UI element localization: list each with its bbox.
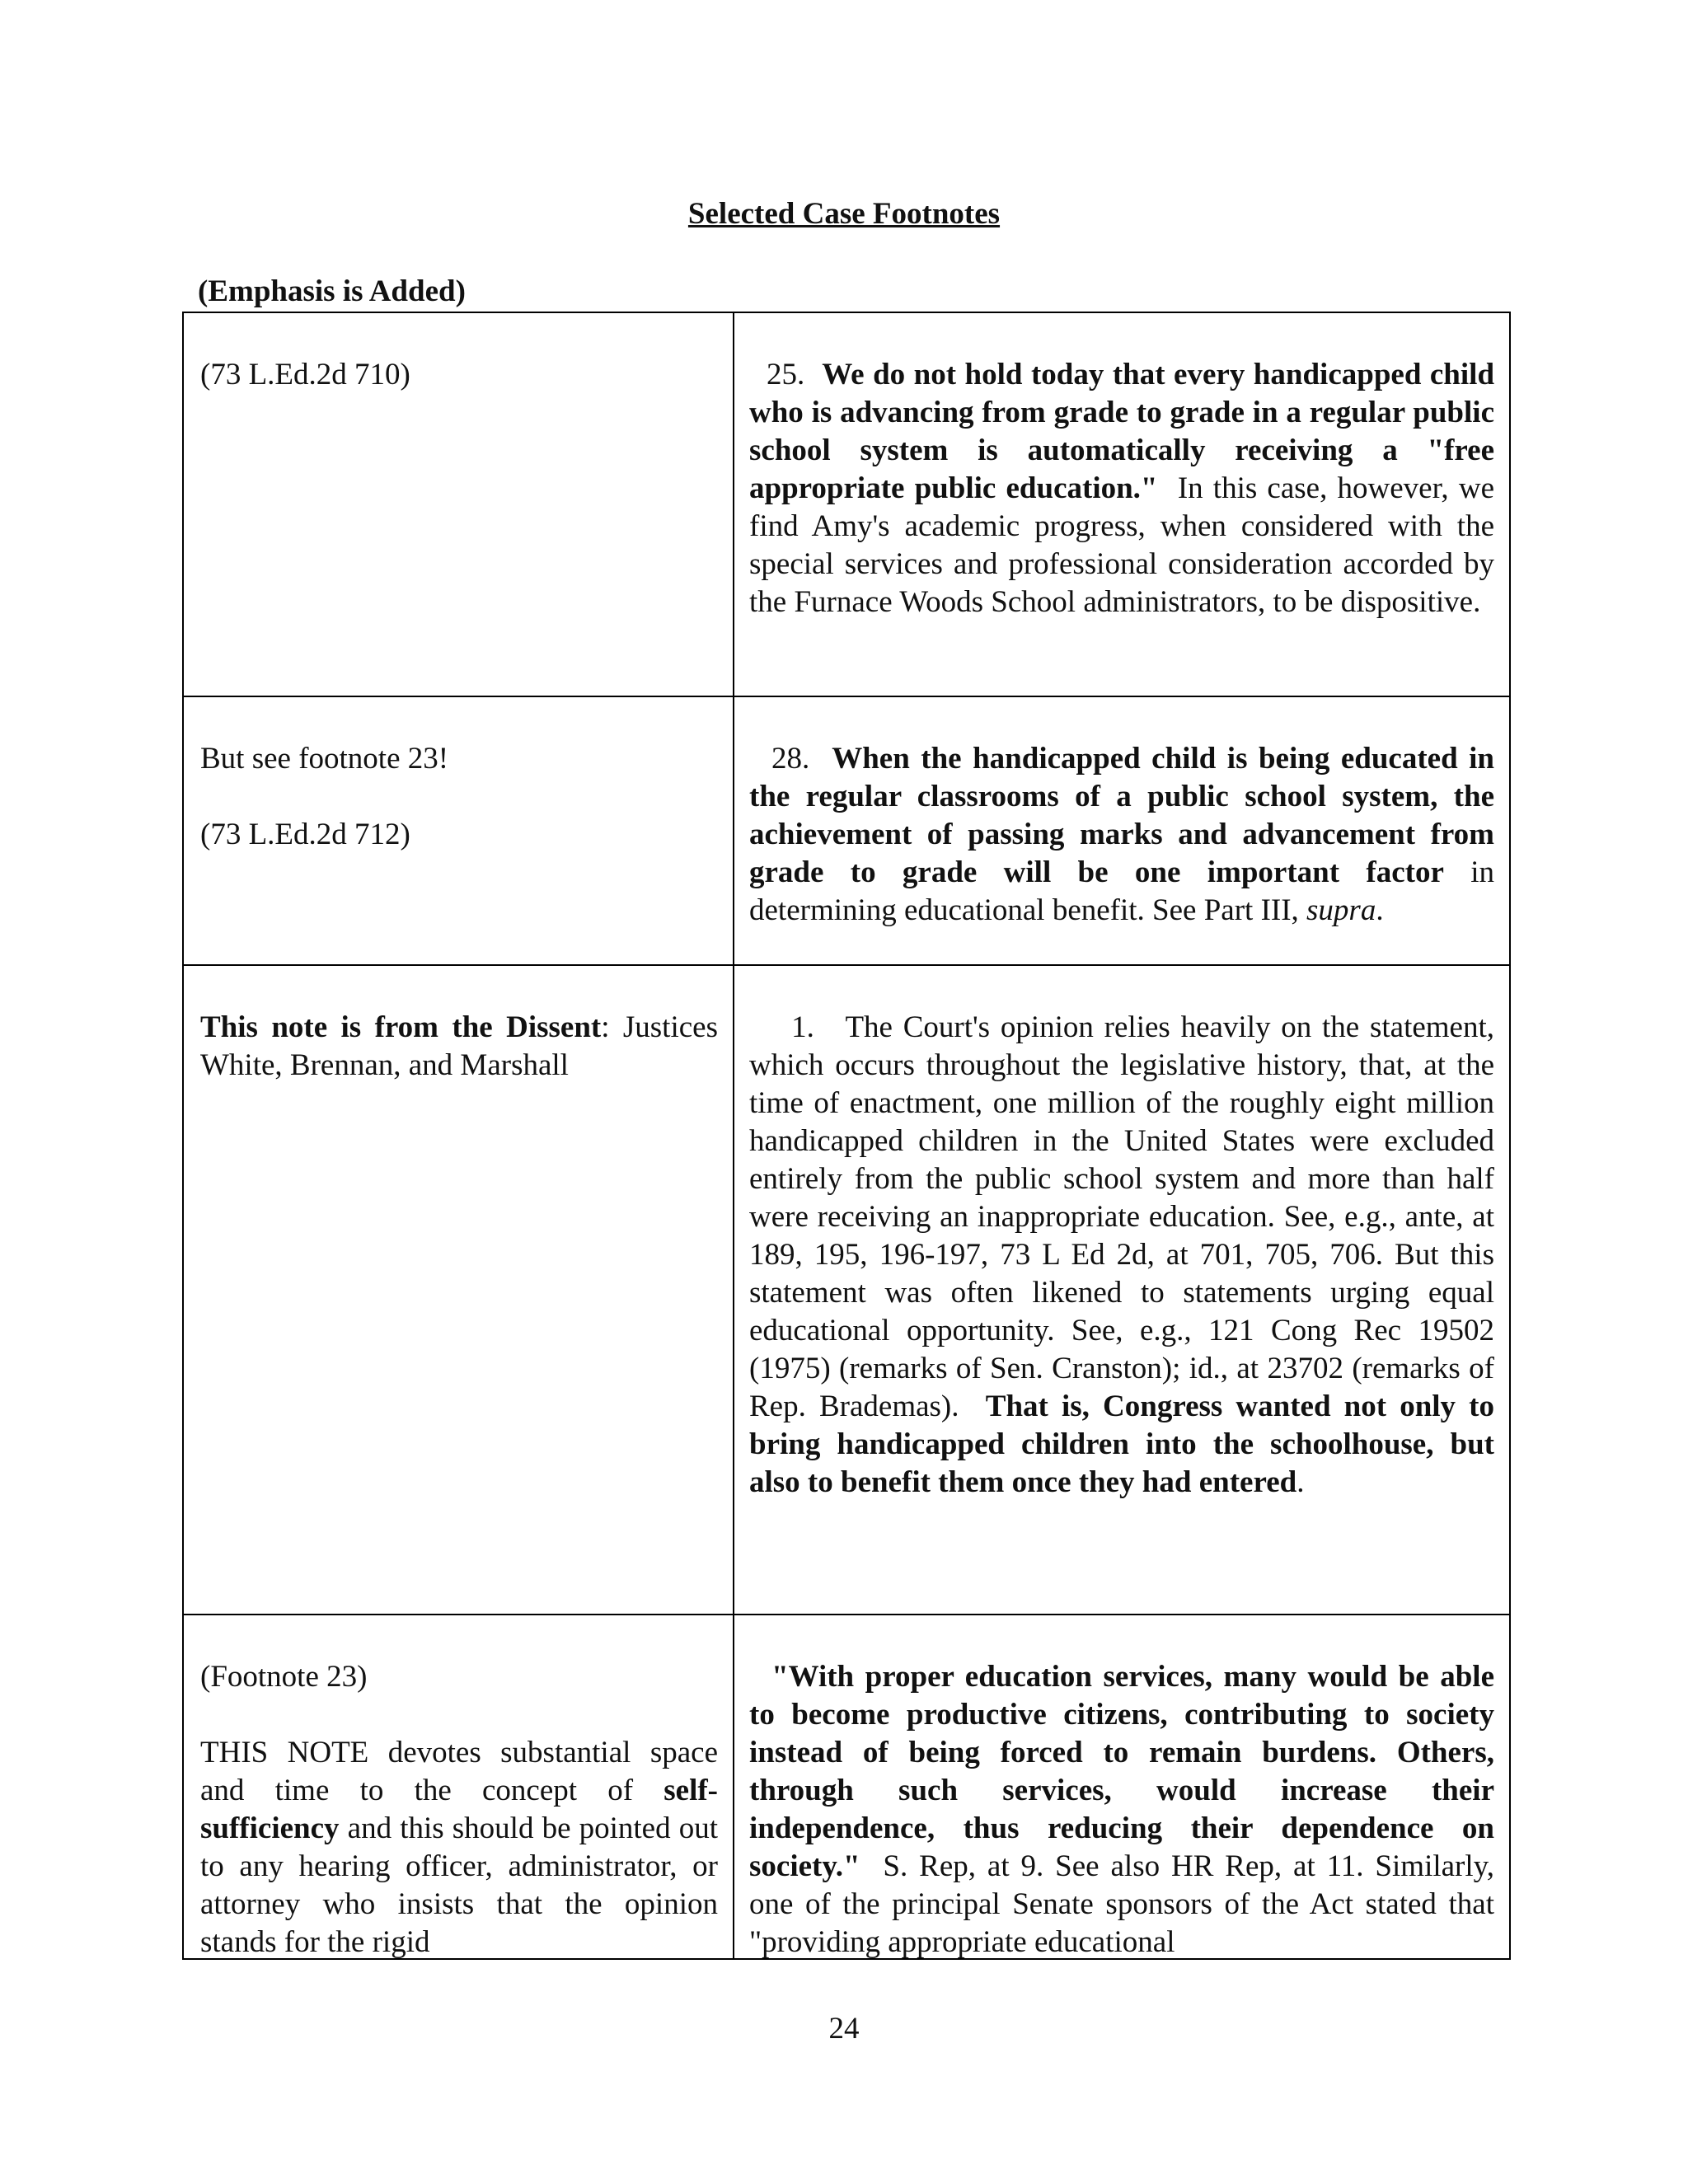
table-row <box>183 312 1510 696</box>
page-number: 24 <box>828 2012 860 2046</box>
footnote-text <box>734 313 1509 621</box>
citation: (73 L.Ed.2d 712) <box>200 818 410 851</box>
footnote-body: In this case, however, we find Amy's academic progress, when considered with the special services and professional consideration accorded by the Furnace Woods School administrators, to be dispositive. <box>749 471 1494 619</box>
dissent-label: This note is from the Dissent <box>200 1010 602 1044</box>
note-emphasis: self-sufficiency <box>200 1774 718 1845</box>
footnote-number: 28. <box>771 742 810 776</box>
footnote-number: 1. <box>791 1010 814 1044</box>
citation-cell <box>183 1615 734 1959</box>
page-title: Selected Case Footnotes <box>687 197 1001 231</box>
footnote-emphasis: "With proper education services, many would be able to become productive citizens, contributing to society instead of being forced to remain burdens. Others, through such services, would increase their independence, thus reducing their dependence on society." <box>749 1660 1495 1883</box>
footnotes-table <box>182 312 1511 1960</box>
footnote-cell <box>734 312 1510 696</box>
footnote-emphasis: That is, Congress wanted not only to bring handicapped children into the schoolhouse, but also to benefit them once they had entered <box>749 1390 1495 1499</box>
footnote-cell <box>734 1615 1510 1959</box>
emphasis-note: (Emphasis is Added) <box>198 274 466 308</box>
table-row <box>183 965 1510 1615</box>
footnote-body: S. Rep, at 9. See also HR Rep, at 11. Similarly, one of the principal Senate sponsors of the Act stated that "providing appropriate educational <box>749 1849 1494 1958</box>
footnote-label: (Footnote 23) <box>200 1660 368 1694</box>
citation: (73 L.Ed.2d 710) <box>200 358 410 391</box>
footnote-body: in determining educational benefit. See Part III, <box>749 855 1494 927</box>
footnote-cell <box>734 696 1510 965</box>
footnote-text: 1. The Court's opinion relies heavily on the statement, which occurs throughout the legislative history, that, at the time of enactment, one million of the roughly eight million handicapped children in the United States were excluded entirely from the public school system and more than half were receiving an inappropriate education. See, e.g., ante, at 189, 195, 196-197, 73 L Ed 2d, at 701, 705, 706. But this statement was often likened to statements urging equal educational opportunity. See, e.g., 121 Cong Rec 19502 (1975) (remarks of Sen. Cranston); id., at 23702 (remarks of Rep. Brademas). That is, Congress wanted not only to bring handicapped children into the schoolhouse, but also to benefit them once they had entered. <box>749 1010 1495 1499</box>
footnote-body: The Court's opinion relies heavily on the statement, which occurs throughout the legislative history, that, at the time of enactment, one million of the roughly eight million handicapped children in the United States were excluded entirely from the public school system and more than half were receiving an inappropriate education. See, e.g., ante, at 189, 195, 196-197, 73 L Ed 2d, at 701, 705, 706. But this statement was often likened to statements urging equal educational opportunity. See, e.g., 121 Cong Rec 19502 (1975) (remarks of Sen. Cranston); id., at 23702 (remarks of Rep. Brademas). <box>749 1010 1494 1423</box>
footnote-text: 28. When the handicapped child is being educated in the regular classrooms of a public school system, the achievement of passing marks and advancement from grade to grade will be one important factor in determining educational benefit. See Part III, supra. <box>749 742 1495 927</box>
footnote-text <box>734 1615 1509 1958</box>
footnote-emphasis: When the handicapped child is being educated in the regular classrooms of a public school system, the achievement of passing marks and advancement from grade to grade will be one important factor <box>749 742 1495 889</box>
table-row <box>183 696 1510 965</box>
table-row <box>183 1615 1510 1959</box>
dissent-justices: : Justices White, Brennan, and Marshall <box>200 1010 718 1082</box>
footnote-emphasis: We do not hold today that every handicapped child who is advancing from grade to grade in a regular public school system is automatically receiving a "free appropriate public education." <box>749 358 1495 505</box>
footnote-italic: supra <box>1306 893 1376 927</box>
note-paragraph: THIS NOTE devotes substantial space and time to the concept of self-sufficiency and this should be pointed out to any hearing officer, administrator, or attorney who insists that the opinion stands for the rigid <box>200 1736 718 1958</box>
citation-cell <box>183 965 734 1615</box>
cross-reference-note: But see footnote 23! <box>200 742 449 776</box>
footnote-cell <box>734 965 1510 1615</box>
footnote-number: 25. <box>766 358 805 391</box>
citation-cell <box>183 312 734 696</box>
citation-cell <box>183 696 734 965</box>
